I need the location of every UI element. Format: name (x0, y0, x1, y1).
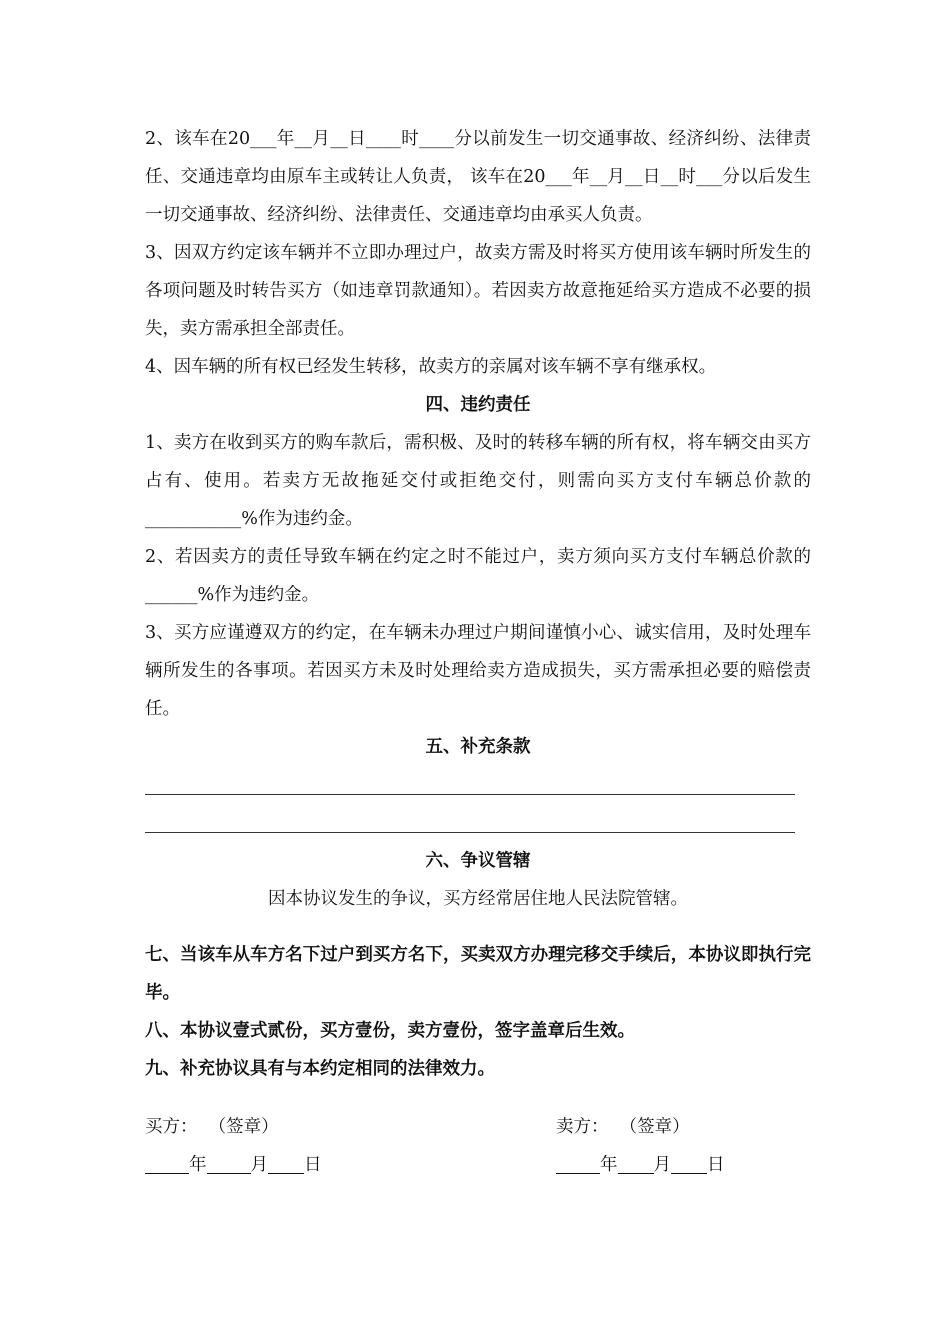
section-5-heading: 五、补充条款 (425, 737, 531, 757)
spacer (145, 918, 811, 936)
month-label: 月 (653, 1155, 671, 1175)
clause-3-3: 3、因双方约定该车辆并不立即办理过户，故卖方需及时将买方使用该车辆时所发生的各项问题及时转告买方（如违章罚款通知）。若因卖方故意拖延给买方造成不必要的损失，卖方需承担全部责任。 (145, 243, 811, 339)
clause-4-2: 2、若因卖方的责任导致车辆在约定之时不能过户，卖方须向买方支付车辆总价款的______%作为违约金。 (145, 547, 811, 605)
section-7-text: 七、当该车从车方名下过户到买方名下，买卖双方办理完移交手续后，本协议即执行完毕。 (145, 945, 811, 1003)
supplementary-blank-line-2 (145, 804, 811, 842)
section-6-heading: 六、争议管辖 (425, 851, 531, 871)
month-label: 月 (250, 1155, 268, 1175)
section-4-heading: 四、违约责任 (425, 395, 531, 415)
year-blank (145, 1151, 189, 1174)
clause-4-1: 1、卖方在收到买方的购车款后，需积极、及时的转移车辆的所有权，将车辆交由买方占有、使用。若卖方无故拖延交付或拒绝交付，则需向买方支付车辆总价款的___________%作为违约金。 (145, 433, 811, 529)
section-8-text: 八、本协议壹式贰份，买方壹份，卖方壹份，签字盖章后生效。 (145, 1021, 635, 1041)
month-blank (618, 1151, 654, 1174)
signature-block (145, 1108, 811, 1184)
clause-3-2: 2、该车在20___年__月__日____时____分以前发生一切交通事故、经济纠纷、法律责任、交通违章均由原车主或转让人负责， 该车在20___年__月__日__时___分以后发生一切交通事故、经济纠纷、法律责任、交通违章均由承买人负责。 (145, 129, 811, 225)
month-blank (207, 1151, 251, 1174)
clause-3-4: 4、因车辆的所有权已经发生转移，故卖方的亲属对该车辆不享有继承权。 (145, 357, 717, 377)
year-blank (556, 1151, 600, 1174)
supplementary-blank-line-1 (145, 766, 811, 804)
section-9-text: 九、补充协议具有与本约定相同的法律效力。 (145, 1059, 495, 1079)
seller-label: 卖方： （签章） (556, 1117, 690, 1137)
year-label: 年 (189, 1155, 207, 1175)
spacer (145, 1088, 811, 1108)
year-label: 年 (600, 1155, 618, 1175)
seller-signature (556, 1108, 811, 1184)
document-body (145, 120, 811, 1184)
buyer-date (145, 1146, 400, 1184)
clause-4-3: 3、买方应谨遵双方的约定，在车辆未办理过户期间谨慎小心、诚实信用，及时处理车辆所发生的各事项。若因买方未及时处理给卖方造成损失，买方需承担必要的赔偿责任。 (145, 623, 811, 719)
seller-date (556, 1146, 811, 1184)
buyer-signature (145, 1108, 400, 1184)
buyer-label: 买方： （签章） (145, 1117, 279, 1137)
section-6-text: 因本协议发生的争议，买方经常居住地人民法院管辖。 (268, 889, 688, 909)
day-label: 日 (304, 1155, 322, 1175)
day-label: 日 (707, 1155, 725, 1175)
day-blank (671, 1151, 707, 1174)
day-blank (268, 1151, 304, 1174)
